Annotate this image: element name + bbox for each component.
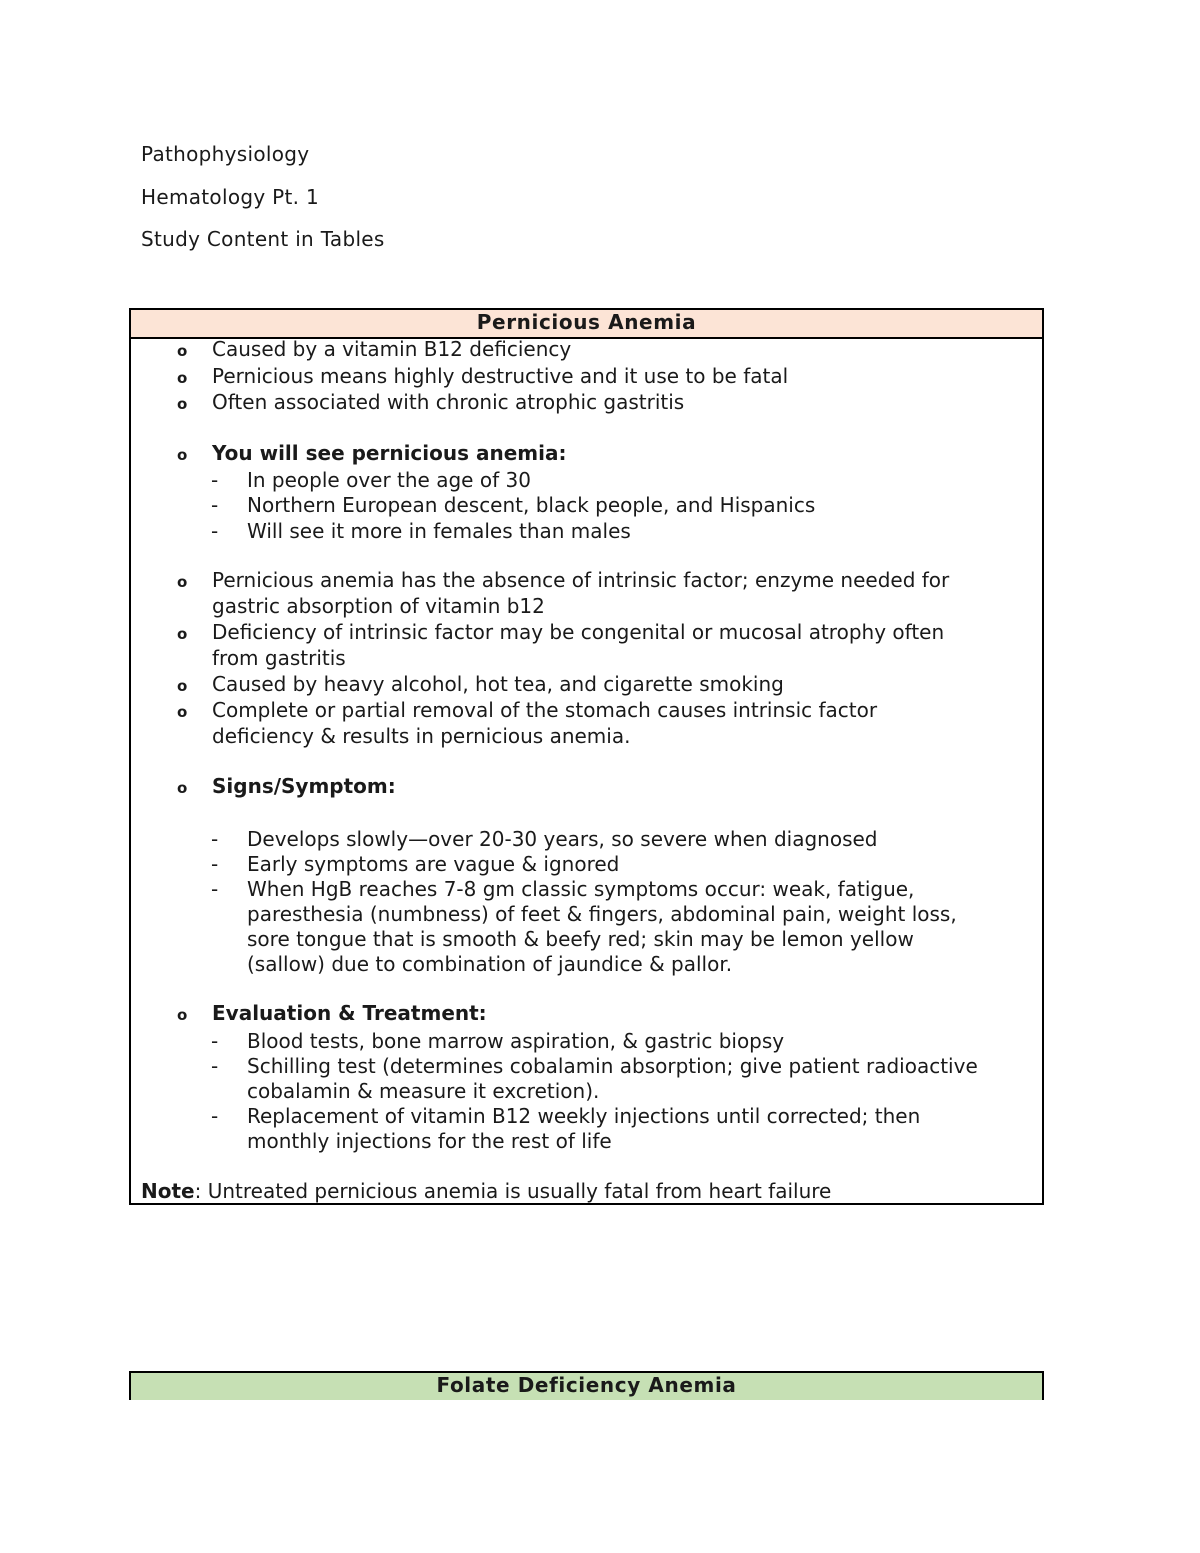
table-caption: Folate Deficiency Anemia [131, 1373, 1042, 1400]
bullet-o-icon: o [177, 779, 188, 797]
bullet-o-icon: o [177, 1006, 188, 1024]
bullet-o-icon: o [177, 625, 188, 643]
dash-item: In people over the age of 30 [247, 468, 531, 492]
bullet-o-icon: o [177, 369, 188, 387]
section-heading-signs: Signs/Symptom: [212, 774, 396, 798]
dash-item-line: When HgB reaches 7-8 gm classic symptoms occur: weak, fatigue, [247, 877, 915, 901]
dash-bullet-icon: - [211, 827, 219, 851]
bullet-item-line: gastric absorption of vitamin b12 [212, 594, 545, 618]
bullet-o-icon: o [177, 703, 188, 721]
dash-item-line: cobalamin & measure it excretion). [247, 1079, 600, 1103]
bullet-item-line: from gastritis [212, 646, 346, 670]
bullet-item: Often associated with chronic atrophic gastritis [212, 390, 685, 414]
bullet-o-icon: o [177, 573, 188, 591]
bullet-o-icon: o [177, 677, 188, 695]
document-subtitle: Study Content in Tables [141, 227, 385, 251]
bullet-item-line: Complete or partial removal of the stomach causes intrinsic factor [212, 698, 878, 722]
unit-title: Hematology Pt. 1 [141, 185, 319, 209]
dash-item-line: Develops slowly—over 20-30 years, so severe when diagnosed [247, 827, 878, 851]
section-heading-demographics: You will see pernicious anemia: [212, 441, 567, 465]
dash-bullet-icon: - [211, 1054, 219, 1078]
bullet-item-line: Deficiency of intrinsic factor may be congenital or mucosal atrophy often [212, 620, 945, 644]
bullet-item-line: Caused by heavy alcohol, hot tea, and cigarette smoking [212, 672, 784, 696]
dash-bullet-icon: - [211, 877, 219, 901]
bullet-item-line: Pernicious anemia has the absence of intrinsic factor; enzyme needed for [212, 568, 950, 592]
bullet-item-line: deficiency & results in pernicious anemia. [212, 724, 631, 748]
dash-bullet-icon: - [211, 519, 219, 543]
dash-item-line: sore tongue that is smooth & beefy red; skin may be lemon yellow [247, 927, 914, 951]
bullet-o-icon: o [177, 395, 188, 413]
dash-item: Northern European descent, black people, and Hispanics [247, 493, 816, 517]
course-title: Pathophysiology [141, 142, 310, 166]
dash-bullet-icon: - [211, 493, 219, 517]
dash-item-line: paresthesia (numbness) of feet & fingers, abdominal pain, weight loss, [247, 902, 957, 926]
bullet-item: Pernicious means highly destructive and it use to be fatal [212, 364, 789, 388]
bullet-o-icon: o [177, 342, 188, 360]
dash-item-line: Blood tests, bone marrow aspiration, & gastric biopsy [247, 1029, 785, 1053]
bullet-item: Caused by a vitamin B12 deficiency [212, 337, 572, 361]
dash-item: Will see it more in females than males [247, 519, 631, 543]
dash-bullet-icon: - [211, 1029, 219, 1053]
table-caption: Pernicious Anemia [131, 310, 1042, 339]
dash-item-line: Schilling test (determines cobalamin absorption; give patient radioactive [247, 1054, 978, 1078]
dash-item-line: monthly injections for the rest of life [247, 1129, 612, 1153]
section-heading-evaluation: Evaluation & Treatment: [212, 1001, 487, 1025]
footnote [141, 1178, 831, 1204]
dash-bullet-icon: - [211, 1104, 219, 1128]
dash-item-line: Early symptoms are vague & ignored [247, 852, 620, 876]
footnote-label: Note [141, 1179, 195, 1203]
footnote-text: : Untreated pernicious anemia is usually fatal from heart failure [194, 1179, 832, 1203]
dash-bullet-icon: - [211, 852, 219, 876]
bullet-o-icon: o [177, 446, 188, 464]
dash-item-line: Replacement of vitamin B12 weekly injections until corrected; then [247, 1104, 921, 1128]
dash-item-line: (sallow) due to combination of jaundice & pallor. [247, 952, 733, 976]
dash-bullet-icon: - [211, 468, 219, 492]
folate-deficiency-table [129, 1371, 1044, 1400]
